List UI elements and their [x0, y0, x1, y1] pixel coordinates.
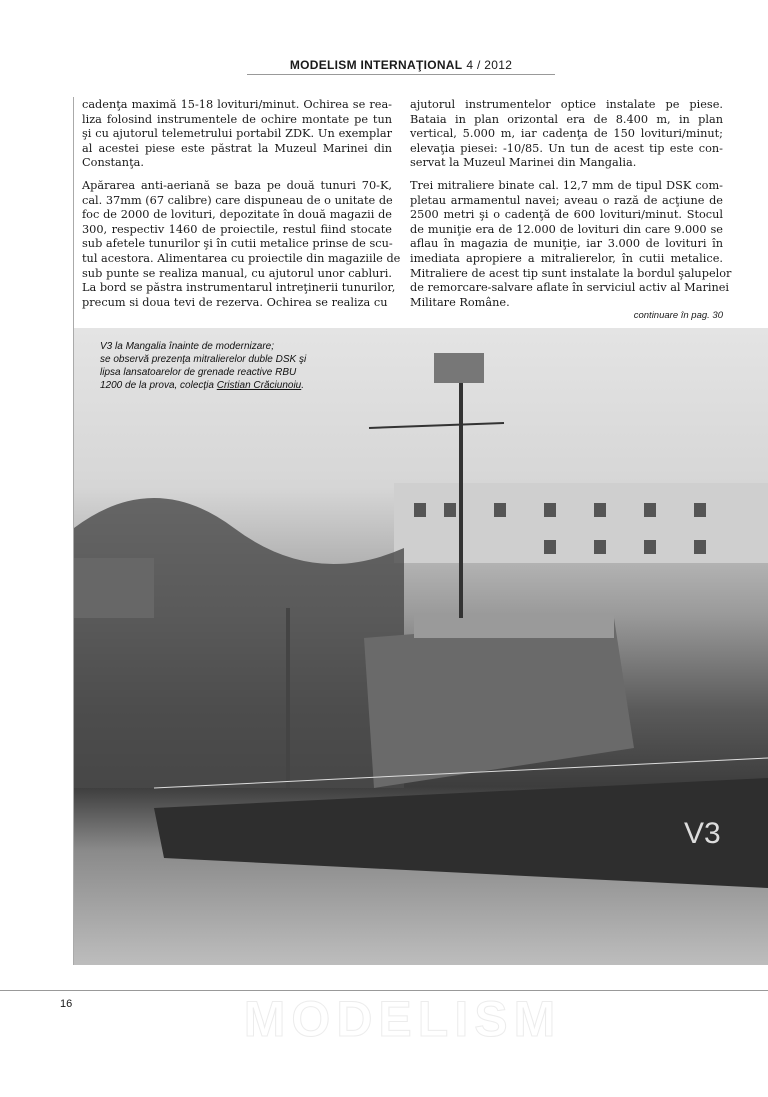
paragraph	[82, 98, 392, 171]
text-line: de muniţie era de 12.000 de lovituri din care 9.000 se	[410, 222, 723, 236]
photo-caption	[100, 340, 306, 392]
text-line: şi cu ajutorul telemetrului portabil ZDK. Un exemplar	[82, 127, 392, 141]
photo-credit: Cristian Crăciunoiu	[216, 380, 302, 391]
text-line: Constanţa.	[82, 156, 144, 170]
text-line: tul acestora. Alimentarea cu proiectile din magaziile de	[82, 251, 401, 265]
watermark-logo: MODELISM	[243, 991, 562, 1047]
text-line: ajutorul instrumentelor optice instalate pe piese.	[410, 98, 723, 111]
text-line: de remorcare-salvare aflate în serviciul activ al Marinei	[410, 281, 730, 295]
text-line: liza folosind instrumentele de ochire montate pe tun	[82, 112, 392, 126]
caption-line: lipsa lansatoarelor de grenade reactive RBU	[100, 367, 297, 378]
text-line: 2500 metri şi o cadenţă de 600 lovituri/minut. Stocul	[410, 208, 723, 222]
text-line: aflau în magazia de muniţie, iar 3.000 de lovituri în	[410, 237, 723, 251]
continuation-note: continuare în pag. 30	[633, 310, 723, 322]
text-line: 300, respectiv 1460 de proiectile, restul fiind stocate	[82, 222, 392, 236]
hull-marking: V3	[684, 817, 721, 850]
caption-end: .	[301, 380, 305, 391]
text-line: vertical, 5.000 m, iar cadenţa de 150 lovituri/minut;	[410, 127, 723, 141]
text-line: Bataia in plan orizontal era de 8.400 m, in plan	[410, 112, 723, 126]
paragraph	[410, 178, 732, 310]
issue-number: 4 / 2012	[466, 58, 513, 72]
paragraph	[82, 178, 401, 310]
magazine-title: MODELISM INTERNAŢIONAL	[289, 58, 463, 72]
right-column	[410, 98, 732, 322]
text-line: sub afetele tunurilor şi în cutii metalice prinse de scu-	[82, 237, 393, 251]
text-line: La bord se păstra instrumentarul intreţinerii tunurilor,	[82, 281, 396, 295]
text-line: Trei mitraliere binate cal. 12,7 mm de tipul DSK com-	[410, 178, 723, 192]
text-line: foc de 2000 de lovituri, depozitate în două magazii de	[82, 208, 392, 222]
text-line: Mitraliere de acest tip sunt instalate la bordul şalupelor	[410, 266, 732, 280]
caption-line: 1200 de la prova, colecţia	[100, 380, 217, 391]
caption-line: V3 la Mangalia înainte de modernizare;	[100, 341, 274, 352]
ship-illustration	[74, 328, 768, 965]
text-line: precum si doua tevi de rezerva. Ochirea se realiza cu	[82, 295, 388, 309]
text-line: imediata apropiere a mitralierelor, în cutii metalice.	[410, 251, 723, 265]
text-line: sub punte se realiza manual, cu ajutorul unor cabluri.	[82, 266, 392, 280]
paragraph	[410, 98, 723, 171]
left-column	[82, 98, 401, 310]
page-number: 16	[60, 998, 73, 1010]
text-line: al acestei piese este păstrat la Muzeul Marinei din	[82, 141, 392, 155]
header-divider	[247, 74, 555, 75]
caption-line: se observă prezenţa mitralierelor duble DSK şi	[100, 354, 307, 365]
ship-photo	[74, 328, 768, 965]
text-line: elevaţia piesei: -10/85. Un tun de acest tip este con-	[410, 141, 723, 155]
text-line: Militare Române.	[410, 295, 510, 309]
text-line: pletau armamentul navei; aveau o rază de acţiune de	[410, 193, 723, 207]
text-line: cal. 37mm (67 calibre) care dispuneau de o unitate de	[82, 193, 393, 207]
running-header	[247, 58, 555, 72]
text-line: Apărarea anti-aeriană se baza pe două tunuri 70-K,	[82, 178, 392, 192]
text-line: cadenţa maximă 15-18 lovituri/minut. Ochirea se rea-	[82, 98, 392, 111]
text-line: servat la Muzeul Marinei din Mangalia.	[410, 156, 637, 170]
